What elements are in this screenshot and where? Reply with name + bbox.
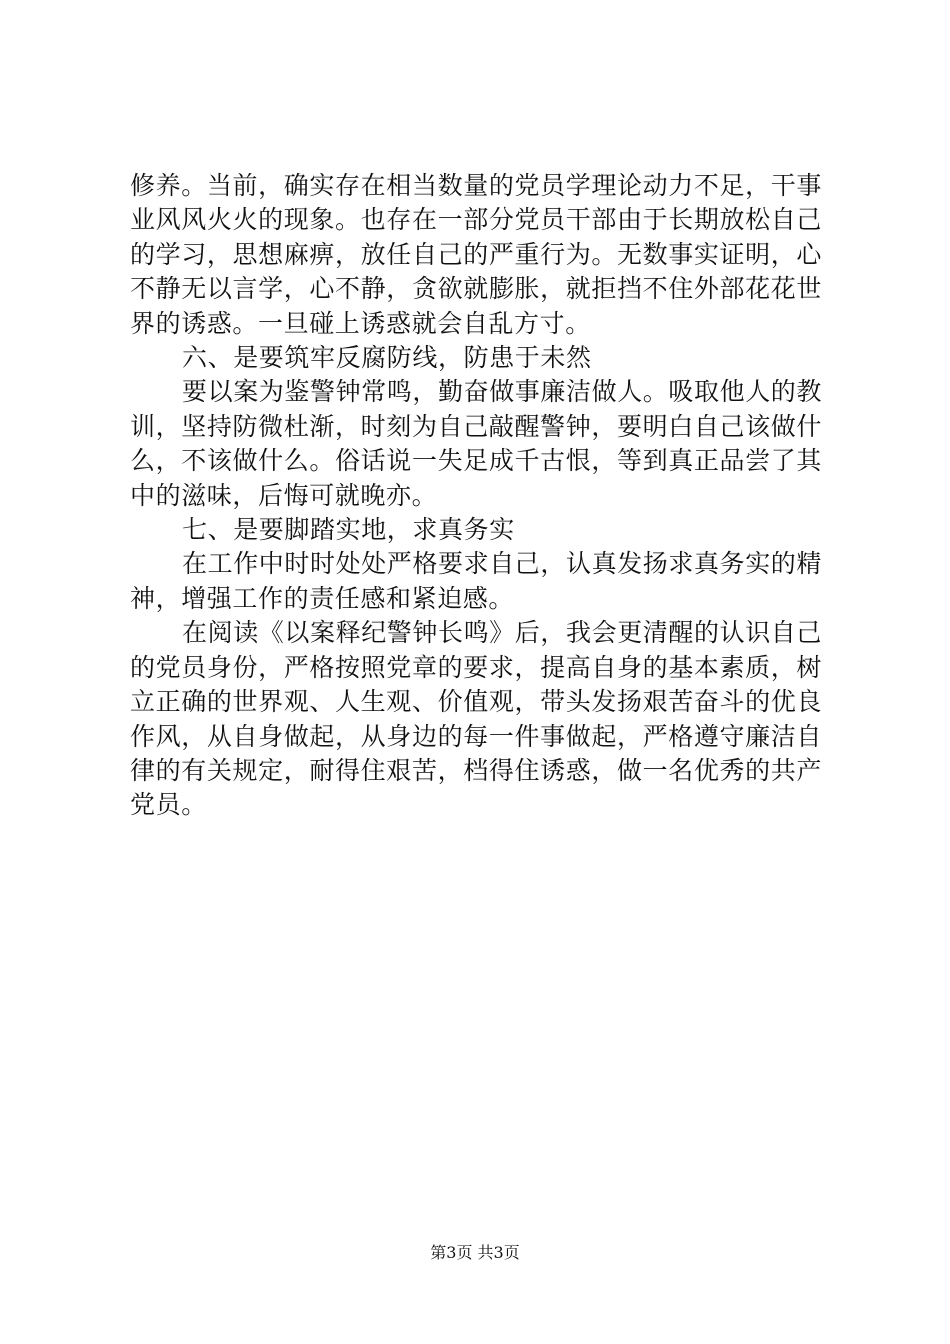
paragraph-work-attitude: 在工作中时时处处严格要求自己，认真发扬求真务实的精神，增强工作的责任感和紧迫感。 <box>130 549 823 613</box>
section-heading-six: 六、是要筑牢反腐防线，防患于未然 <box>182 343 592 373</box>
paragraph-study-motivation: 修养。当前，确实存在相当数量的党员学理论动力不足，干事业风风火火的现象。也存在一部分党员干部由于长期放松自己的学习，思想麻痹，放任自己的严重行为。无数事实证明，心不静无以言学，心不静，贪欲就膨胀，就拒挡不住外部花花世界的诱惑。一旦碰上诱惑就会自乱方寸。 <box>130 171 822 338</box>
paragraph-anti-corruption: 要以案为鉴警钟常鸣，勤奋做事廉洁做人。吸取他人的教训，坚持防微杜渐，时刻为自己敲醒警钟，要明白自己该做什么，不该做什么。俗话说一失足成千古恨，等到真正品尝了其中的滋味，后悔可就晚亦。 <box>130 377 823 510</box>
page-number-footer: 第3页 共3页 <box>430 1243 520 1262</box>
section-heading-seven: 七、是要脚踏实地，求真务实 <box>182 515 515 545</box>
paragraph-conclusion: 在阅读《以案释纪警钟长鸣》后，我会更清醒的认识自己的党员身份，严格按照党章的要求，提高自身的基本素质，树立正确的世界观、人生观、价值观，带头发扬艰苦奋斗的优良作风，从自身做起，从身边的每一件事做起，严格遵守廉洁自律的有关规定，耐得住艰苦，档得住诱惑，做一名优秀的共产党员。 <box>130 618 823 820</box>
document-body <box>130 169 822 823</box>
